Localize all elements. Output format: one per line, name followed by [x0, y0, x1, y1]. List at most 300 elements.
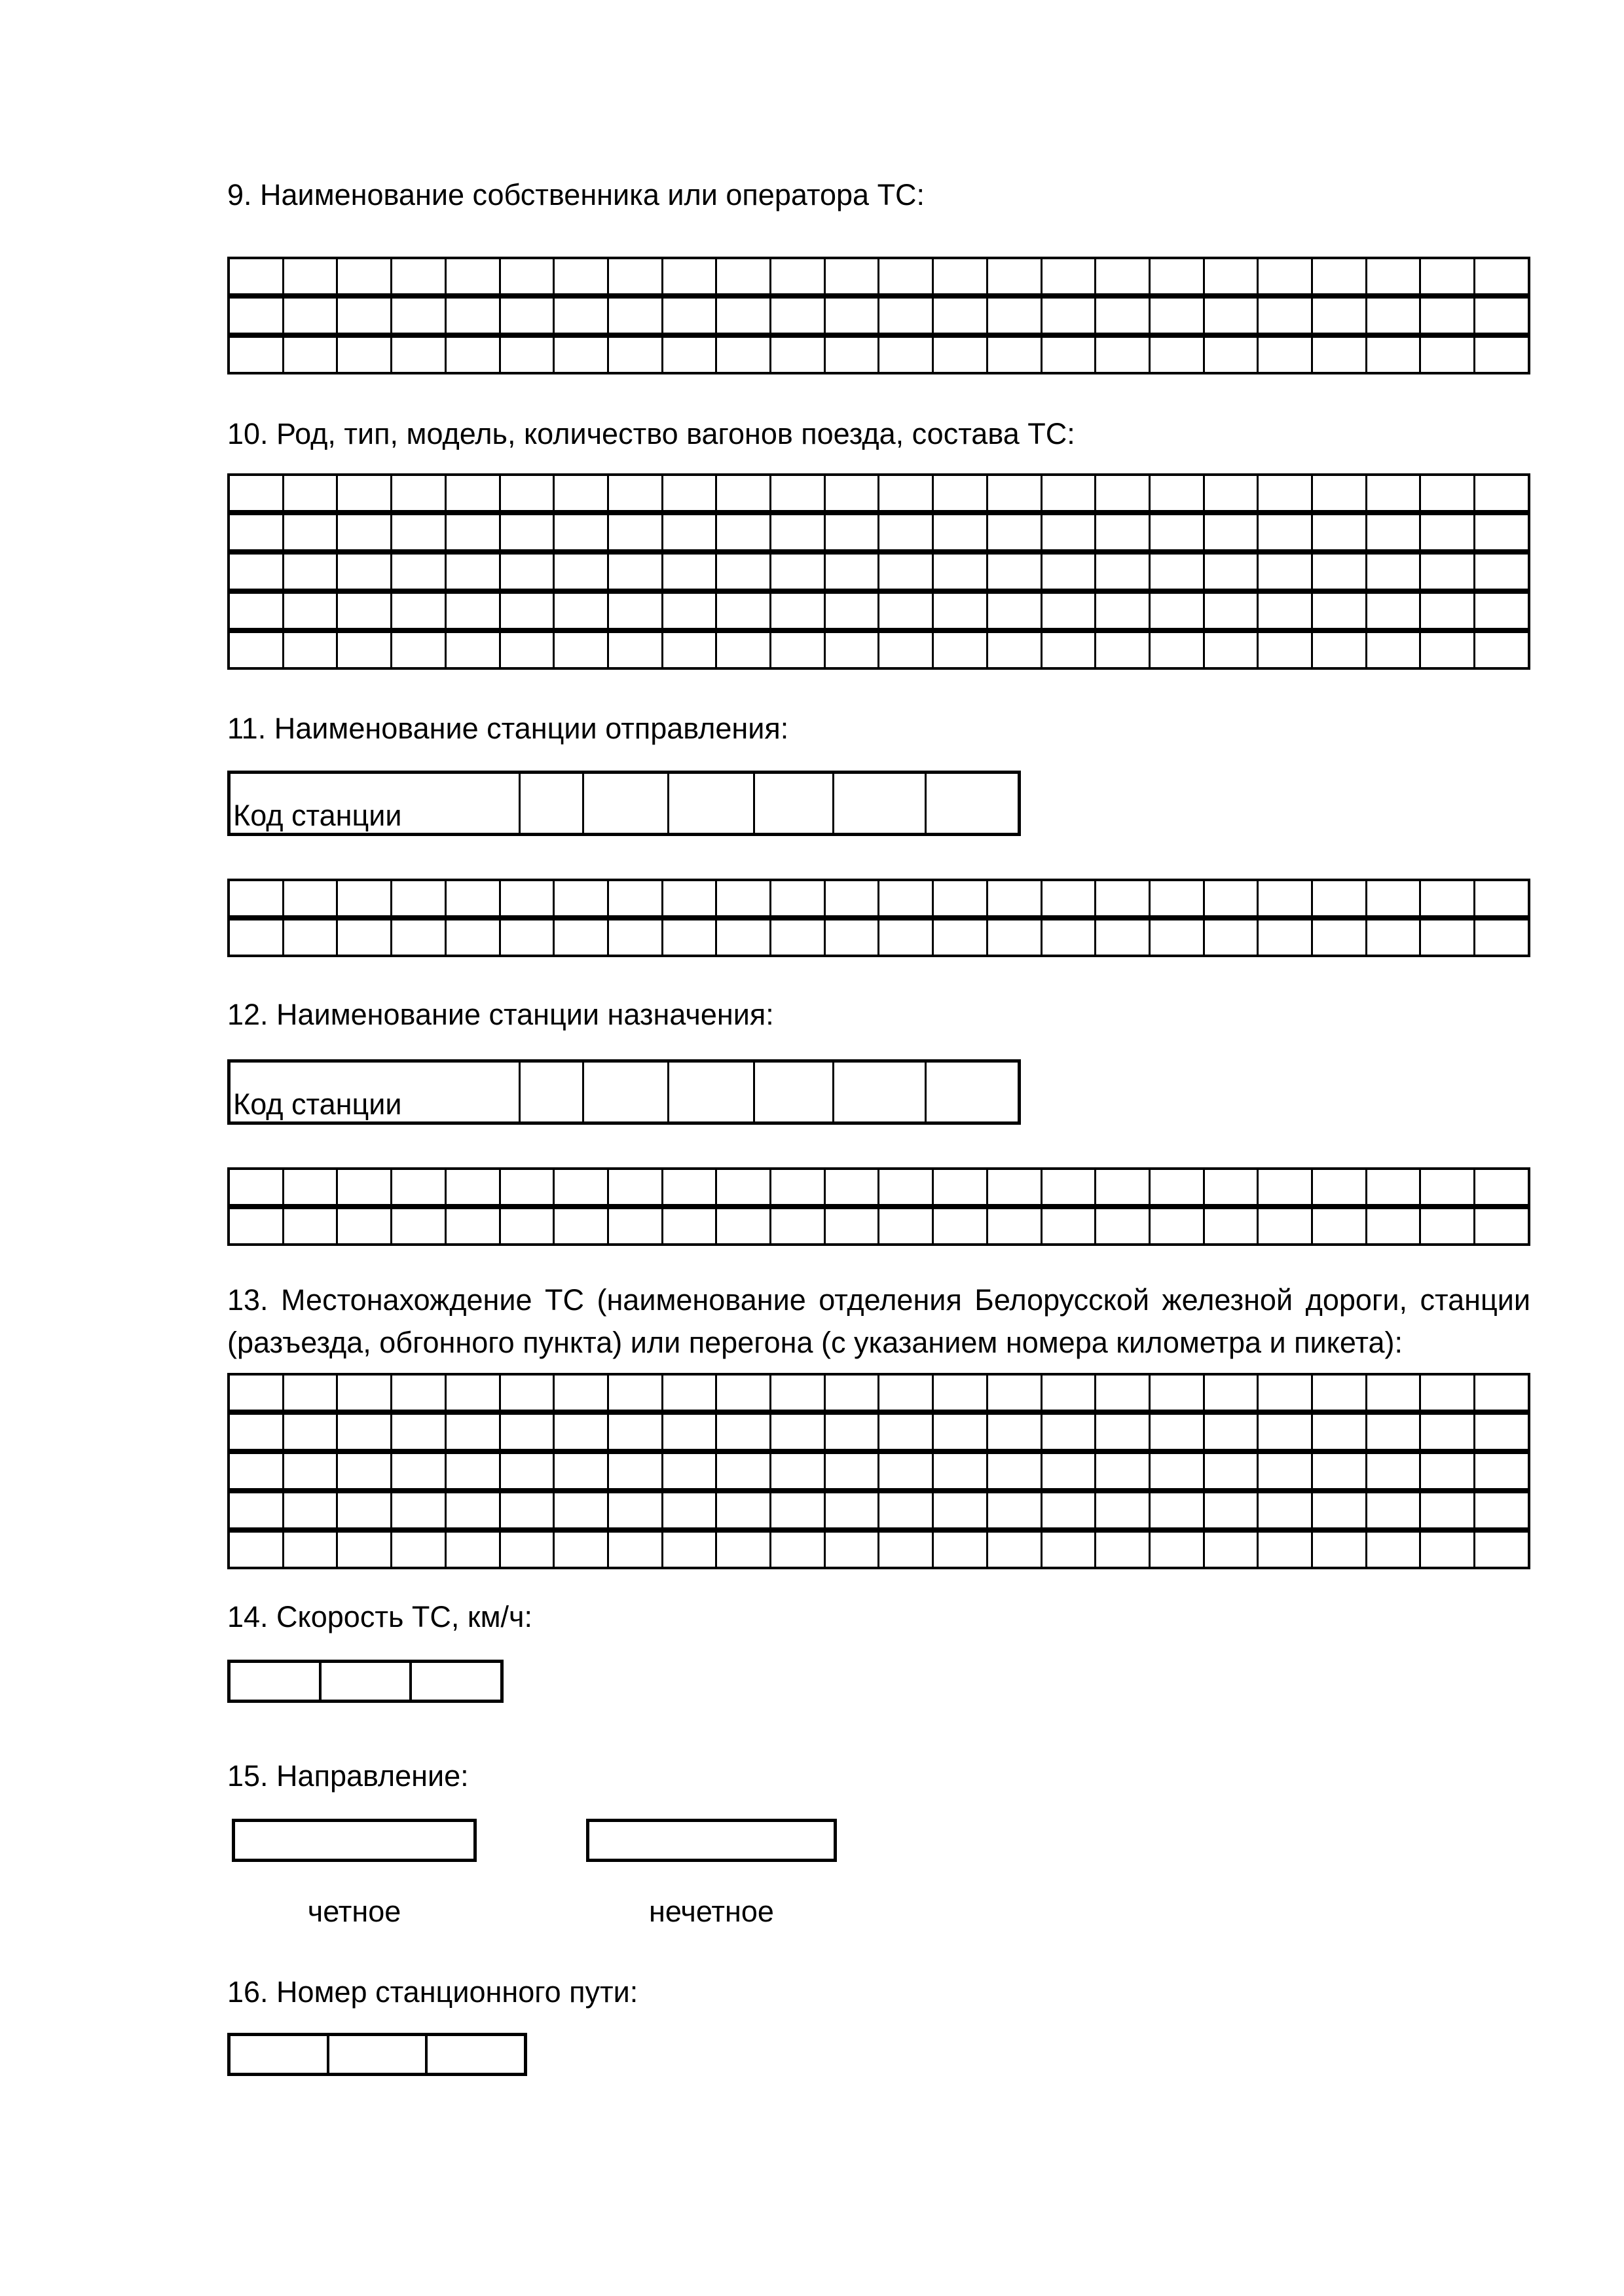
char-cell[interactable]	[1259, 881, 1313, 915]
char-cell[interactable]	[988, 920, 1043, 955]
char-cell[interactable]	[663, 594, 718, 628]
char-cell[interactable]	[555, 594, 609, 628]
char-cell[interactable]	[1096, 1493, 1151, 1527]
char-cell[interactable]	[1205, 1376, 1259, 1410]
char-cell[interactable]	[609, 299, 663, 333]
char-cell[interactable]	[1205, 1493, 1259, 1527]
char-cell[interactable]	[284, 515, 339, 549]
char-cell[interactable]	[555, 476, 609, 510]
input-cell[interactable]	[927, 774, 1018, 833]
char-cell[interactable]	[1043, 259, 1097, 293]
char-cell[interactable]	[663, 1209, 718, 1243]
input-cell[interactable]	[755, 774, 835, 833]
char-cell[interactable]	[230, 259, 284, 293]
char-cell[interactable]	[609, 1493, 663, 1527]
char-cell[interactable]	[392, 555, 447, 589]
char-cell[interactable]	[771, 1170, 826, 1204]
char-cell[interactable]	[1151, 259, 1205, 293]
char-cell[interactable]	[988, 476, 1043, 510]
char-cell[interactable]	[988, 1493, 1043, 1527]
char-cell[interactable]	[284, 1376, 339, 1410]
char-cell[interactable]	[1205, 476, 1259, 510]
char-cell[interactable]	[284, 259, 339, 293]
char-cell[interactable]	[1205, 920, 1259, 955]
char-cell[interactable]	[555, 338, 609, 372]
char-cell[interactable]	[1313, 1209, 1367, 1243]
char-cell[interactable]	[879, 633, 934, 667]
char-cell[interactable]	[609, 633, 663, 667]
char-cell[interactable]	[230, 1415, 284, 1449]
char-cell[interactable]	[555, 299, 609, 333]
char-cell[interactable]	[1259, 1493, 1313, 1527]
char-cell[interactable]	[1475, 555, 1528, 589]
char-cell[interactable]	[1313, 1493, 1367, 1527]
char-cell[interactable]	[934, 299, 988, 333]
char-cell[interactable]	[555, 1376, 609, 1410]
char-cell[interactable]	[663, 1376, 718, 1410]
char-cell[interactable]	[609, 1209, 663, 1243]
char-cell[interactable]	[988, 1415, 1043, 1449]
char-cell[interactable]	[555, 1170, 609, 1204]
char-cell[interactable]	[1475, 1209, 1528, 1243]
char-cell[interactable]	[826, 1209, 880, 1243]
char-cell[interactable]	[609, 476, 663, 510]
char-cell[interactable]	[284, 1533, 339, 1567]
input-cell[interactable]	[669, 1063, 754, 1121]
char-cell[interactable]	[717, 515, 771, 549]
char-cell[interactable]	[771, 594, 826, 628]
char-cell[interactable]	[771, 1376, 826, 1410]
char-cell[interactable]	[988, 1533, 1043, 1567]
char-cell[interactable]	[392, 633, 447, 667]
char-cell[interactable]	[1475, 1493, 1528, 1527]
char-cell[interactable]	[1259, 476, 1313, 510]
char-cell[interactable]	[1367, 555, 1422, 589]
char-cell[interactable]	[1475, 633, 1528, 667]
char-cell[interactable]	[934, 1170, 988, 1204]
char-cell[interactable]	[1205, 1209, 1259, 1243]
char-cell[interactable]	[1313, 1533, 1367, 1567]
char-cell[interactable]	[501, 920, 555, 955]
char-cell[interactable]	[392, 259, 447, 293]
char-cell[interactable]	[1096, 338, 1151, 372]
char-cell[interactable]	[501, 1493, 555, 1527]
char-cell[interactable]	[609, 1454, 663, 1488]
char-cell[interactable]	[717, 338, 771, 372]
char-cell[interactable]	[826, 1454, 880, 1488]
char-cell[interactable]	[447, 515, 501, 549]
char-cell[interactable]	[338, 1170, 392, 1204]
char-cell[interactable]	[392, 1493, 447, 1527]
char-cell[interactable]	[1205, 1454, 1259, 1488]
char-cell[interactable]	[934, 1209, 988, 1243]
char-cell[interactable]	[663, 1533, 718, 1567]
char-cell[interactable]	[392, 1376, 447, 1410]
char-cell[interactable]	[879, 1493, 934, 1527]
input-cell[interactable]	[834, 1063, 927, 1121]
char-cell[interactable]	[1043, 555, 1097, 589]
char-cell[interactable]	[717, 259, 771, 293]
char-cell[interactable]	[1259, 555, 1313, 589]
char-cell[interactable]	[771, 1454, 826, 1488]
char-cell[interactable]	[501, 259, 555, 293]
char-cell[interactable]	[1475, 920, 1528, 955]
char-cell[interactable]	[1205, 515, 1259, 549]
char-cell[interactable]	[1313, 1454, 1367, 1488]
char-cell[interactable]	[1313, 1376, 1367, 1410]
char-cell[interactable]	[1421, 1454, 1475, 1488]
char-cell[interactable]	[392, 476, 447, 510]
char-cell[interactable]	[555, 259, 609, 293]
char-cell[interactable]	[501, 555, 555, 589]
char-cell[interactable]	[1313, 633, 1367, 667]
char-cell[interactable]	[1151, 1454, 1205, 1488]
char-cell[interactable]	[988, 881, 1043, 915]
char-cell[interactable]	[1367, 515, 1422, 549]
char-cell[interactable]	[771, 1533, 826, 1567]
char-cell[interactable]	[826, 299, 880, 333]
char-cell[interactable]	[771, 299, 826, 333]
char-cell[interactable]	[555, 1493, 609, 1527]
char-cell[interactable]	[1367, 1170, 1422, 1204]
char-cell[interactable]	[1421, 1415, 1475, 1449]
char-cell[interactable]	[1259, 633, 1313, 667]
char-cell[interactable]	[1043, 299, 1097, 333]
char-cell[interactable]	[988, 1454, 1043, 1488]
char-cell[interactable]	[1421, 515, 1475, 549]
char-cell[interactable]	[555, 515, 609, 549]
char-cell[interactable]	[1205, 633, 1259, 667]
char-cell[interactable]	[1096, 299, 1151, 333]
char-cell[interactable]	[1475, 299, 1528, 333]
char-cell[interactable]	[609, 920, 663, 955]
char-cell[interactable]	[338, 594, 392, 628]
char-cell[interactable]	[1421, 476, 1475, 510]
char-cell[interactable]	[1151, 555, 1205, 589]
char-cell[interactable]	[934, 1493, 988, 1527]
char-cell[interactable]	[663, 881, 718, 915]
char-cell[interactable]	[338, 555, 392, 589]
char-cell[interactable]	[934, 555, 988, 589]
char-cell[interactable]	[447, 1209, 501, 1243]
char-cell[interactable]	[501, 515, 555, 549]
char-cell[interactable]	[1096, 1415, 1151, 1449]
char-cell[interactable]	[988, 1170, 1043, 1204]
input-cell[interactable]	[584, 1063, 669, 1121]
char-cell[interactable]	[1475, 881, 1528, 915]
char-cell[interactable]	[447, 1454, 501, 1488]
char-cell[interactable]	[1205, 555, 1259, 589]
direction-even-box[interactable]	[232, 1819, 477, 1862]
input-cell[interactable]	[329, 2036, 428, 2073]
char-cell[interactable]	[663, 555, 718, 589]
input-cell[interactable]	[755, 1063, 835, 1121]
char-cell[interactable]	[609, 1415, 663, 1449]
char-cell[interactable]	[1151, 1533, 1205, 1567]
char-cell[interactable]	[1367, 299, 1422, 333]
char-cell[interactable]	[555, 881, 609, 915]
char-cell[interactable]	[230, 1170, 284, 1204]
char-cell[interactable]	[771, 633, 826, 667]
char-cell[interactable]	[1043, 881, 1097, 915]
char-cell[interactable]	[826, 594, 880, 628]
char-cell[interactable]	[1313, 259, 1367, 293]
char-cell[interactable]	[1475, 1454, 1528, 1488]
char-cell[interactable]	[826, 881, 880, 915]
char-cell[interactable]	[1421, 1493, 1475, 1527]
input-cell[interactable]	[584, 774, 669, 833]
char-cell[interactable]	[1475, 1533, 1528, 1567]
char-cell[interactable]	[447, 1415, 501, 1449]
char-cell[interactable]	[284, 1493, 339, 1527]
char-cell[interactable]	[338, 920, 392, 955]
char-cell[interactable]	[879, 1533, 934, 1567]
char-cell[interactable]	[1313, 555, 1367, 589]
char-cell[interactable]	[663, 1170, 718, 1204]
input-cell[interactable]	[927, 1063, 1018, 1121]
char-cell[interactable]	[1151, 1415, 1205, 1449]
char-cell[interactable]	[392, 1170, 447, 1204]
char-cell[interactable]	[1259, 338, 1313, 372]
char-cell[interactable]	[284, 299, 339, 333]
char-cell[interactable]	[717, 881, 771, 915]
char-cell[interactable]	[284, 555, 339, 589]
char-cell[interactable]	[1205, 1533, 1259, 1567]
char-cell[interactable]	[447, 1376, 501, 1410]
char-cell[interactable]	[879, 1376, 934, 1410]
char-cell[interactable]	[771, 1415, 826, 1449]
char-cell[interactable]	[338, 881, 392, 915]
char-cell[interactable]	[230, 920, 284, 955]
char-cell[interactable]	[1367, 476, 1422, 510]
char-cell[interactable]	[879, 1415, 934, 1449]
char-cell[interactable]	[1151, 299, 1205, 333]
char-cell[interactable]	[717, 1209, 771, 1243]
char-cell[interactable]	[1205, 881, 1259, 915]
char-cell[interactable]	[879, 1170, 934, 1204]
char-cell[interactable]	[934, 1415, 988, 1449]
char-cell[interactable]	[1151, 338, 1205, 372]
char-cell[interactable]	[501, 1454, 555, 1488]
char-cell[interactable]	[338, 1415, 392, 1449]
char-cell[interactable]	[501, 1209, 555, 1243]
char-cell[interactable]	[447, 555, 501, 589]
char-cell[interactable]	[1313, 920, 1367, 955]
char-cell[interactable]	[1205, 1415, 1259, 1449]
char-cell[interactable]	[447, 338, 501, 372]
char-cell[interactable]	[1205, 259, 1259, 293]
char-cell[interactable]	[663, 338, 718, 372]
input-cell[interactable]	[521, 774, 584, 833]
char-cell[interactable]	[1096, 1376, 1151, 1410]
char-cell[interactable]	[879, 1454, 934, 1488]
char-cell[interactable]	[1096, 476, 1151, 510]
char-cell[interactable]	[826, 338, 880, 372]
char-cell[interactable]	[1367, 881, 1422, 915]
char-cell[interactable]	[555, 555, 609, 589]
char-cell[interactable]	[1043, 633, 1097, 667]
char-cell[interactable]	[1096, 920, 1151, 955]
char-cell[interactable]	[447, 1533, 501, 1567]
char-cell[interactable]	[555, 1533, 609, 1567]
char-cell[interactable]	[501, 476, 555, 510]
char-cell[interactable]	[392, 881, 447, 915]
char-cell[interactable]	[338, 259, 392, 293]
char-cell[interactable]	[284, 1454, 339, 1488]
char-cell[interactable]	[1205, 338, 1259, 372]
char-cell[interactable]	[447, 920, 501, 955]
char-cell[interactable]	[230, 1209, 284, 1243]
char-cell[interactable]	[1367, 594, 1422, 628]
char-cell[interactable]	[392, 1454, 447, 1488]
char-cell[interactable]	[555, 920, 609, 955]
char-cell[interactable]	[447, 633, 501, 667]
input-cell[interactable]	[428, 2036, 524, 2073]
char-cell[interactable]	[1259, 1533, 1313, 1567]
char-cell[interactable]	[988, 338, 1043, 372]
char-cell[interactable]	[717, 594, 771, 628]
char-cell[interactable]	[879, 594, 934, 628]
char-cell[interactable]	[1421, 633, 1475, 667]
char-cell[interactable]	[284, 1170, 339, 1204]
char-cell[interactable]	[879, 515, 934, 549]
char-cell[interactable]	[1367, 633, 1422, 667]
char-cell[interactable]	[284, 920, 339, 955]
char-cell[interactable]	[771, 881, 826, 915]
char-cell[interactable]	[717, 1454, 771, 1488]
char-cell[interactable]	[1313, 515, 1367, 549]
char-cell[interactable]	[988, 259, 1043, 293]
char-cell[interactable]	[934, 920, 988, 955]
char-cell[interactable]	[447, 881, 501, 915]
char-cell[interactable]	[934, 1376, 988, 1410]
char-cell[interactable]	[1043, 1454, 1097, 1488]
char-cell[interactable]	[1313, 1415, 1367, 1449]
char-cell[interactable]	[1043, 1170, 1097, 1204]
char-cell[interactable]	[988, 1209, 1043, 1243]
char-cell[interactable]	[1259, 1170, 1313, 1204]
char-cell[interactable]	[988, 1376, 1043, 1410]
char-cell[interactable]	[717, 1376, 771, 1410]
char-cell[interactable]	[609, 555, 663, 589]
char-cell[interactable]	[284, 476, 339, 510]
char-cell[interactable]	[1313, 338, 1367, 372]
char-cell[interactable]	[1475, 594, 1528, 628]
char-cell[interactable]	[1043, 1376, 1097, 1410]
char-cell[interactable]	[1151, 1209, 1205, 1243]
char-cell[interactable]	[1151, 1493, 1205, 1527]
char-cell[interactable]	[501, 594, 555, 628]
char-cell[interactable]	[879, 476, 934, 510]
char-cell[interactable]	[392, 1209, 447, 1243]
char-cell[interactable]	[609, 1533, 663, 1567]
char-cell[interactable]	[1043, 515, 1097, 549]
input-cell[interactable]	[669, 774, 754, 833]
char-cell[interactable]	[284, 338, 339, 372]
char-cell[interactable]	[501, 299, 555, 333]
char-cell[interactable]	[338, 1533, 392, 1567]
char-cell[interactable]	[663, 1454, 718, 1488]
char-cell[interactable]	[230, 338, 284, 372]
char-cell[interactable]	[284, 633, 339, 667]
char-cell[interactable]	[1421, 1170, 1475, 1204]
char-cell[interactable]	[771, 1209, 826, 1243]
char-cell[interactable]	[826, 259, 880, 293]
char-cell[interactable]	[1151, 1376, 1205, 1410]
input-cell[interactable]	[834, 774, 927, 833]
char-cell[interactable]	[447, 299, 501, 333]
char-cell[interactable]	[717, 920, 771, 955]
char-cell[interactable]	[284, 881, 339, 915]
char-cell[interactable]	[1259, 1376, 1313, 1410]
char-cell[interactable]	[338, 1454, 392, 1488]
input-cell[interactable]	[322, 1663, 413, 1700]
char-cell[interactable]	[1043, 1415, 1097, 1449]
char-cell[interactable]	[988, 633, 1043, 667]
char-cell[interactable]	[392, 1533, 447, 1567]
char-cell[interactable]	[284, 1209, 339, 1243]
char-cell[interactable]	[284, 594, 339, 628]
char-cell[interactable]	[879, 338, 934, 372]
char-cell[interactable]	[1151, 920, 1205, 955]
char-cell[interactable]	[934, 259, 988, 293]
char-cell[interactable]	[988, 594, 1043, 628]
char-cell[interactable]	[1421, 1376, 1475, 1410]
direction-odd-box[interactable]	[586, 1819, 837, 1862]
char-cell[interactable]	[1205, 594, 1259, 628]
char-cell[interactable]	[501, 881, 555, 915]
char-cell[interactable]	[1421, 594, 1475, 628]
char-cell[interactable]	[717, 555, 771, 589]
char-cell[interactable]	[609, 1376, 663, 1410]
char-cell[interactable]	[826, 1376, 880, 1410]
char-cell[interactable]	[338, 1209, 392, 1243]
char-cell[interactable]	[501, 1415, 555, 1449]
char-cell[interactable]	[1096, 555, 1151, 589]
char-cell[interactable]	[717, 1493, 771, 1527]
char-cell[interactable]	[988, 555, 1043, 589]
char-cell[interactable]	[338, 515, 392, 549]
input-cell[interactable]	[231, 1663, 322, 1700]
char-cell[interactable]	[230, 1454, 284, 1488]
char-cell[interactable]	[771, 259, 826, 293]
char-cell[interactable]	[663, 259, 718, 293]
char-cell[interactable]	[1475, 515, 1528, 549]
char-cell[interactable]	[826, 1170, 880, 1204]
char-cell[interactable]	[1043, 920, 1097, 955]
char-cell[interactable]	[1043, 338, 1097, 372]
char-cell[interactable]	[717, 1533, 771, 1567]
char-cell[interactable]	[1313, 881, 1367, 915]
char-cell[interactable]	[1367, 1376, 1422, 1410]
char-cell[interactable]	[338, 476, 392, 510]
input-cell[interactable]	[231, 2036, 329, 2073]
char-cell[interactable]	[1475, 1170, 1528, 1204]
char-cell[interactable]	[447, 1493, 501, 1527]
char-cell[interactable]	[447, 476, 501, 510]
char-cell[interactable]	[1259, 1415, 1313, 1449]
char-cell[interactable]	[1205, 299, 1259, 333]
char-cell[interactable]	[1421, 920, 1475, 955]
char-cell[interactable]	[230, 594, 284, 628]
char-cell[interactable]	[1313, 476, 1367, 510]
char-cell[interactable]	[609, 338, 663, 372]
char-cell[interactable]	[826, 1415, 880, 1449]
char-cell[interactable]	[1096, 881, 1151, 915]
char-cell[interactable]	[934, 1533, 988, 1567]
char-cell[interactable]	[1043, 1533, 1097, 1567]
char-cell[interactable]	[1367, 1415, 1422, 1449]
